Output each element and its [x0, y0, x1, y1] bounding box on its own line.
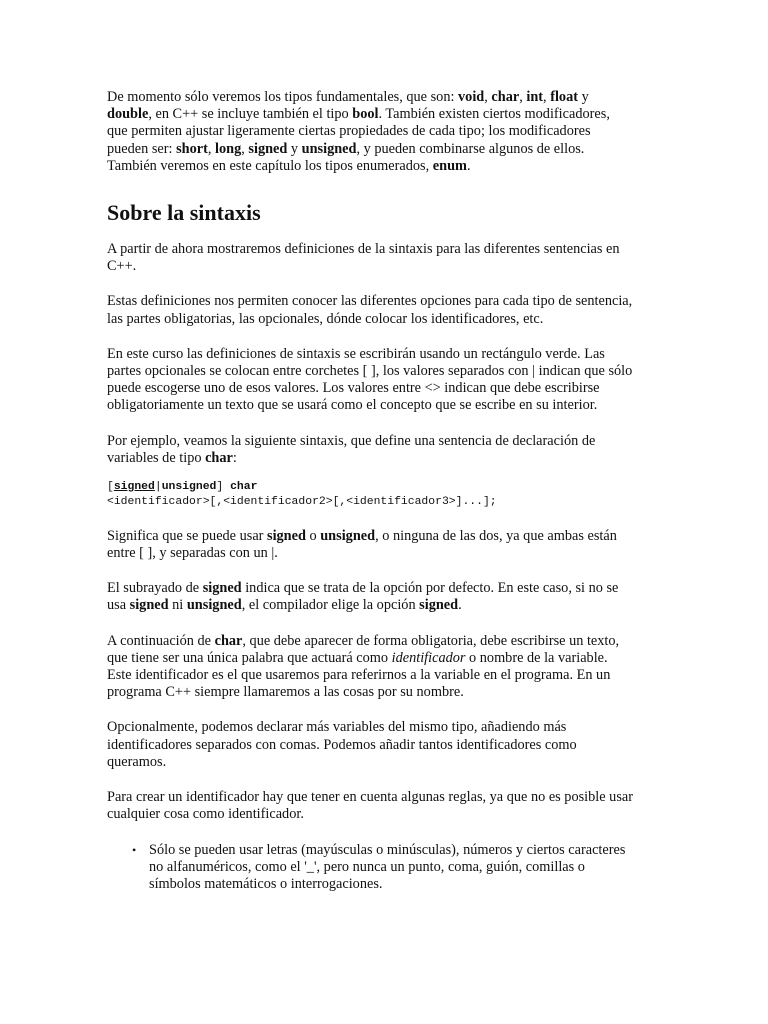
paragraph-example: Por ejemplo, veamos la siguiente sintaxis, que define una sentencia de declaración de variables de tipo char: — [107, 432, 596, 466]
list-item: • Sólo se pueden usar letras (mayúsculas o minúsculas), números y ciertos caracteres no alfanuméricos, como el '_', pero nunca un punto, coma, guión, comillas o símbolos matemáticos o interrogaciones. — [132, 841, 626, 892]
paragraph-default-option: El subrayado de signed indica que se trata de la opción por defecto. En este caso, si no se usa signed ni unsigned, el compilador elige la opción signed. — [107, 580, 619, 614]
section-heading: Sobre la sintaxis — [107, 200, 261, 226]
paragraph-syntax-intro: A partir de ahora mostraremos definiciones de la sintaxis para las diferentes sentencias en C++. — [107, 241, 620, 275]
document-page — [107, 89, 667, 893]
paragraph-definitions: Estas definiciones nos permiten conocer las diferentes opciones para cada tipo de sentencia, las partes obligatorias, las opcionales, dónde colocar los identificadores, etc. — [107, 293, 633, 327]
paragraph-multiple-vars: Opcionalmente, podemos declarar más variables del mismo tipo, añadiendo más identificadores separados con comas. Podemos añadir tantos identificadores como queramos. — [107, 719, 577, 770]
paragraph-identifier-rules: Para crear un identificador hay que tener en cuenta algunas reglas, ya que no es posible usar cualquier cosa como identificador. — [107, 789, 633, 823]
bullet-icon: • — [132, 842, 137, 857]
paragraph-identifier: A continuación de char, que debe aparecer de forma obligatoria, debe escribirse un texto, que tiene ser una única palabra que actuará como identificador o nombre de la variable. Este identificador es el que usaremos para referirnos a la variable en el programa. En un programa C++ siempre llamaremos a las cosas por su nombre. — [107, 632, 620, 701]
rules-list — [107, 842, 667, 894]
code-signed-default: signed — [113, 481, 155, 494]
intro-paragraph: De momento sólo veremos los tipos fundamentales, que son: void, char, int, float y double, en C++ se incluye también el tipo bool. También existen ciertos modificadores, que permiten ajustar ligeramente ciertas propiedades de cada tipo; los modificadores pueden ser: short, long, signed y unsigned, y pueden combinarse algunos de ellos. También veremos en este capítulo los tipos enumerados, enum. — [107, 89, 610, 174]
syntax-code-block: [signed|unsigned] char <identificador>[,<identificador2>[,<identificador3>]...]; — [107, 481, 497, 509]
paragraph-syntax-rules: En este curso las definiciones de sintaxis se escribirán usando un rectángulo verde. Las partes opcionales se colocan entre corchetes [ ], los valores separados con | indican que sólo puede escogerse uno de esos valores. Los valores entre <> indican que debe escribirse obligatoriamente un texto que se usará como el concepto que se escribe en su interior. — [107, 345, 633, 414]
paragraph-signed-unsigned: Significa que se puede usar signed o unsigned, o ninguna de las dos, ya que ambas están entre [ ], y separadas con un |. — [107, 527, 617, 562]
